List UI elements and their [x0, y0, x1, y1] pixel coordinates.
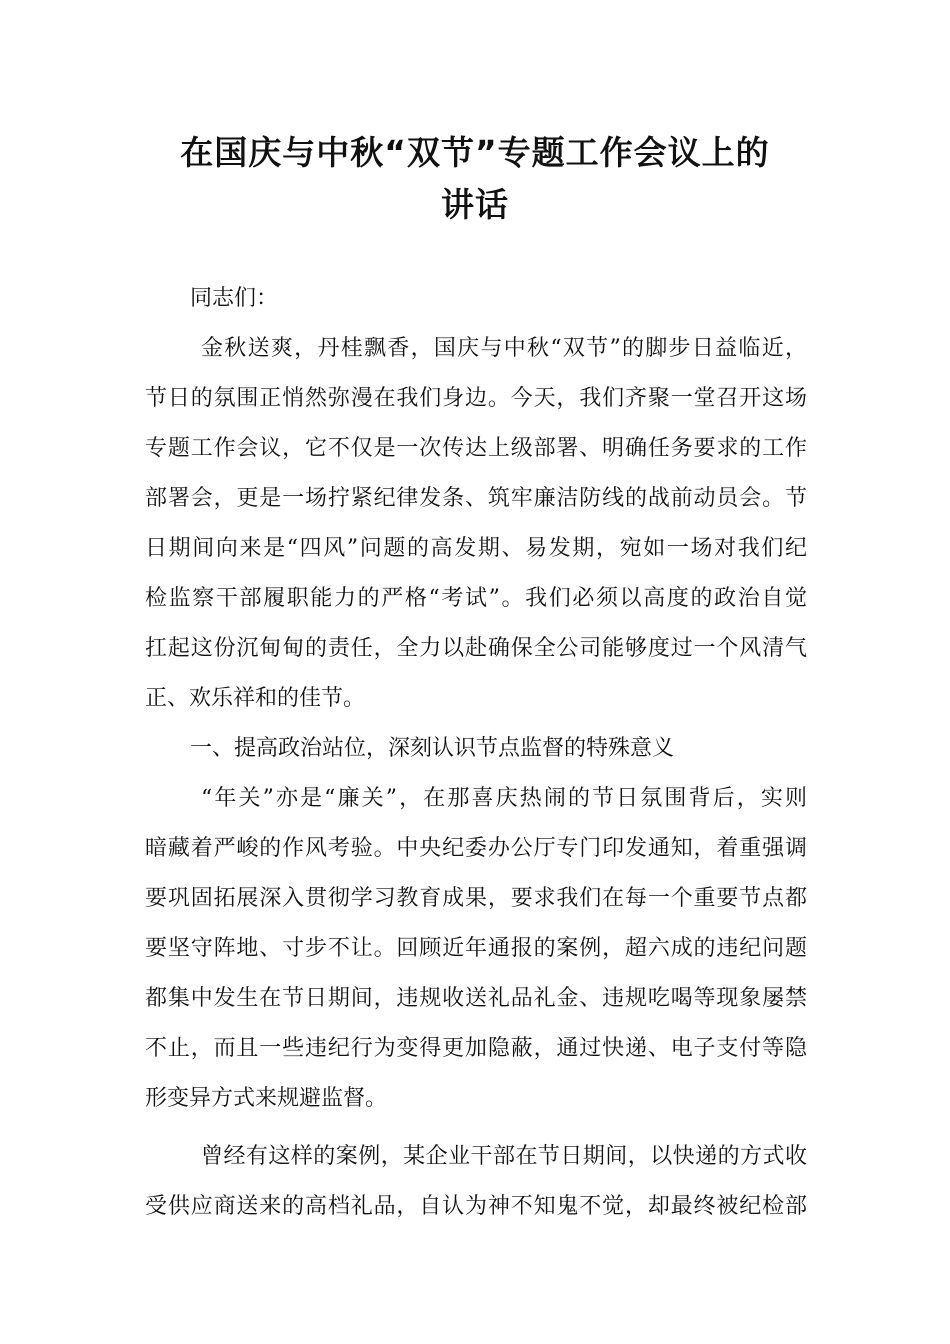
- document-title-line-1: 在国庆与中秋“双节”专题工作会议上的: [180, 133, 770, 172]
- paragraph-2-line: 要坚守阵地、寸步不让。回顾近年通报的案例，超六成的违纪问题: [145, 936, 807, 961]
- paragraph-1-line: 专题工作会议，它不仅是一次传达上级部署、明确任务要求的工作: [145, 436, 807, 461]
- paragraph-2-line: 都集中发生在节日期间，违规收送礼品礼金、违规吃喝等现象屡禁: [145, 986, 807, 1011]
- paragraph-1-line: 节日的氛围正悄然弥漫在我们身边。今天，我们齐聚一堂召开这场: [145, 386, 807, 411]
- paragraph-3-line: 受供应商送来的高档礼品，自认为神不知鬼不觉，却最终被纪检部: [145, 1194, 807, 1219]
- paragraph-2-line: 暗藏着严峻的作风考验。中央纪委办公厅专门印发通知，着重强调: [145, 836, 807, 861]
- paragraph-1-line: 部署会，更是一场拧紧纪律发条、筑牢廉洁防线的战前动员会。节: [145, 486, 807, 511]
- paragraph-1-line: 正、欢乐祥和的佳节。: [145, 686, 366, 711]
- paragraph-1-line: 检监察干部履职能力的严格“考试”。我们必须以高度的政治自觉: [145, 586, 807, 611]
- document-title-line-2: 讲话: [441, 185, 509, 224]
- salutation: [145, 274, 807, 324]
- paragraph-2-line: 要巩固拓展深入贯彻学习教育成果，要求我们在每一个重要节点都: [145, 886, 807, 911]
- paragraph-1-line: 金秋送爽，丹桂飘香，国庆与中秋“双节”的脚步日益临近，: [201, 336, 807, 361]
- document-body: [145, 274, 807, 1232]
- section-1-heading: 一、提高政治站位，深刻认识节点监督的特殊意义: [190, 736, 675, 761]
- paragraph-2: [145, 774, 807, 1124]
- paragraph-2-line: 形变异方式来规避监督。: [145, 1086, 388, 1111]
- salutation-text: 同志们：: [190, 286, 279, 311]
- paragraph-1: [145, 324, 807, 724]
- paragraph-2-line: 不止，而且一些违纪行为变得更加隐蔽，通过快递、电子支付等隐: [145, 1036, 807, 1061]
- paragraph-1-line: 日期间向来是“四风”问题的高发期、易发期，宛如一场对我们纪: [145, 536, 807, 561]
- paragraph-1-line: 扛起这份沉甸甸的责任，全力以赴确保全公司能够度过一个风清气: [145, 636, 807, 661]
- paragraph-2-line: “年关”亦是“廉关”，在那喜庆热闹的节日氛围背后，实则: [201, 786, 807, 811]
- paragraph-3: [145, 1132, 807, 1232]
- paragraph-3-line: 曾经有这样的案例，某企业干部在节日期间，以快递的方式收: [201, 1144, 807, 1169]
